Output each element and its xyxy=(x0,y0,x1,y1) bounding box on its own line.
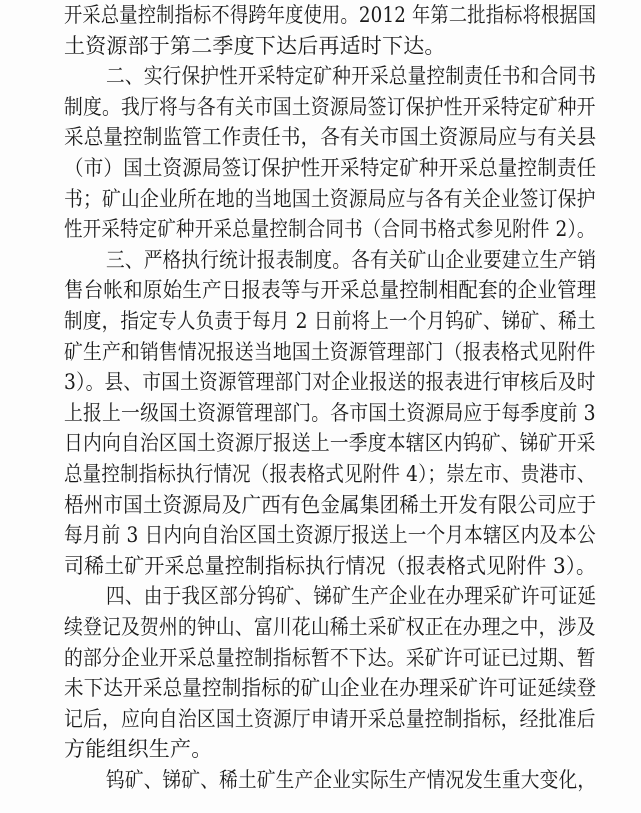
text-line: 记后，应向自治区国土资源厅申请开采总量控制指标，经批准后 xyxy=(64,706,596,731)
text-line: 采总量控制监管工作责任书，各有关市国土资源局应与有关县 xyxy=(64,125,597,150)
text-line: 性开采特定矿种开采总量控制合同书（合同书格式参见附件 2）。 xyxy=(64,217,596,242)
text-line: 开采总量控制指标不得跨年度使用。2012 年第二批指标将根据国 xyxy=(64,3,597,27)
text-line: 钨矿、锑矿、稀土矿生产企业实际生产情况发生重大变化， xyxy=(106,768,597,792)
text-line: （市）国土资源局签订保护性开采特定矿种开采总量控制责任 xyxy=(64,156,597,180)
text-line: 书；矿山企业所在地的当地国土资源局应与各有关企业签订保护 xyxy=(64,186,596,211)
text-line: 制度。我厅将与各有关市国土资源局签订保护性开采特定矿种开 xyxy=(64,94,596,119)
text-line: 续登记及贺州的钟山、富川花山稀土采矿权正在办理之中，涉及 xyxy=(64,615,596,639)
text-line: 日内向自治区国土资源厅报送上一季度本辖区内钨矿、锑矿开采 xyxy=(64,431,596,456)
text-line: 每月前 3 日内向自治区国土资源厅报送上一个月本辖区内及本公 xyxy=(64,523,596,548)
text-line: 梧州市国土资源局及广西有色金属集团稀土开发有限公司应于 xyxy=(64,492,597,517)
text-line: 售台帐和原始生产日报表等与开采总量控制相配套的企业管理 xyxy=(64,278,597,303)
text-line: 上报上一级国土资源管理部门。各市国土资源局应于每季度前 3 xyxy=(64,400,596,425)
paragraph-heading-4: 四、由于我区部分钨矿、锑矿生产企业在办理采矿许可证延 xyxy=(106,584,597,609)
text-line: 总量控制指标执行情况（报表格式见附件 4）；崇左市、贵港市、 xyxy=(64,462,596,486)
text-line: 土资源部于第二季度下达后再适时下达。 xyxy=(64,33,446,58)
text-line: 制度，指定专人负责于每月 2 日前将上一个月钨矿、锑矿、稀土 xyxy=(64,309,596,333)
text-line: 司稀土矿开采总量控制指标执行情况（报表格式见附件 3）。 xyxy=(64,553,597,578)
paragraph-heading-3: 三、严格执行统计报表制度。各有关矿山企业要建立生产销 xyxy=(106,247,597,272)
text-line: 未下达开采总量控制指标的矿山企业在办理采矿许可证延续登 xyxy=(64,676,597,701)
text-line: 矿生产和销售情况报送当地国土资源管理部门（报表格式见附件 xyxy=(64,339,596,364)
text-line: 3）。县、市国土资源管理部门对企业报送的报表进行审核后及时 xyxy=(64,370,596,395)
text-line: 的部分企业开采总量控制指标暂不下达。采矿许可证已过期、暂 xyxy=(64,645,596,670)
paragraph-heading-2: 二、实行保护性开采特定矿种开采总量控制责任书和合同书 xyxy=(106,64,597,89)
text-line: 方能组织生产。 xyxy=(64,737,213,762)
